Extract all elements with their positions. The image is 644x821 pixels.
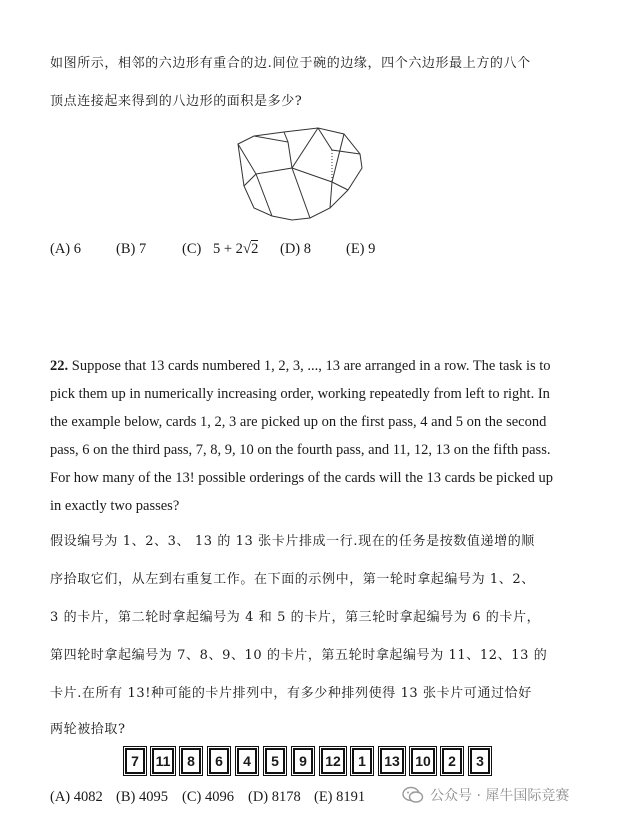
card: 2 (442, 748, 462, 774)
q22-en-line-4: pass, 6 on the third pass, 7, 8, 9, 10 on the fourth pass, and 11, 12, 13 on the fifth pass. (50, 442, 551, 458)
card: 10 (411, 748, 435, 774)
watermark-text: 公众号 · 犀牛国际竞赛 (430, 788, 570, 804)
q22-en-line-2: pick them up in numerically increasing order, working repeatedly from left to right. In (50, 386, 550, 402)
q22-option-e[interactable]: (E) 8191 (314, 789, 366, 805)
q22-cn-line-6: 两轮被拾取? (50, 722, 126, 737)
q22-en-line-6: in exactly two passes? (50, 498, 180, 514)
q22-cn-line-2: 序拾取它们，从左到右重复工作。在下面的示例中，第一轮时拿起编号为 1、2、 (50, 572, 535, 587)
q22-cn-line-5: 卡片.在所有 13!种可能的卡片排列中，有多少种排列使得 13 张卡片可通过恰好 (50, 686, 532, 701)
card: 11 (152, 748, 174, 774)
q22-cn-line-1: 假设编号为 1、2、3、 13 的 13 张卡片排成一行.现在的任务是按数值递增的顺 (50, 534, 535, 549)
q22-en-line-1-text: Suppose that 13 cards numbered 1, 2, 3, ..., 13 are arranged in a row. The task is to (68, 358, 551, 374)
sqrt-sign: √ (242, 241, 252, 257)
q22-option-b[interactable]: (B) 4095 (116, 789, 168, 805)
card: 4 (237, 748, 257, 774)
q22-en-line-1 (50, 358, 551, 375)
card: 1 (352, 748, 372, 774)
card: 9 (293, 748, 313, 774)
q21-option-b[interactable]: (B) 7 (116, 241, 147, 257)
q21-option-a[interactable]: (A) 6 (50, 241, 82, 257)
q22-option-d[interactable]: (D) 8178 (248, 789, 301, 805)
q21-option-c[interactable] (182, 241, 258, 258)
q21-option-d[interactable]: (D) 8 (280, 241, 312, 257)
q22-number: 22. (50, 358, 69, 374)
watermark (402, 784, 569, 806)
q21-cn-line-1: 如图所示，相邻的六边形有重合的边.间位于碗的边缘，四个六边形最上方的八个 (50, 56, 531, 71)
q21-cn-line-2: 顶点连接起来得到的八边形的面积是多少? (50, 94, 303, 109)
q21-option-c-expr: 5 + 2 (212, 241, 243, 257)
q22-cn-line-3: 3 的卡片，第二轮时拿起编号为 4 和 5 的卡片，第三轮时拿起编号为 6 的卡片， (50, 610, 541, 625)
wechat-icon (402, 786, 424, 804)
card: 13 (380, 748, 404, 774)
q22-en-line-3: the example below, cards 1, 2, 3 are picked up on the first pass, 4 and 5 on the second (50, 414, 547, 430)
q21-option-c-label: (C) (182, 241, 202, 257)
card: 8 (181, 748, 201, 774)
card: 12 (321, 748, 345, 774)
card: 5 (265, 748, 285, 774)
q22-option-c[interactable]: (C) 4096 (182, 789, 234, 805)
card: 6 (209, 748, 229, 774)
q21-option-c-radicand: 2 (251, 241, 259, 257)
q22-cn-line-4: 第四轮时拿起编号为 7、8、9、10 的卡片，第五轮时拿起编号为 11、12、13 的 (50, 648, 548, 663)
q21-option-e[interactable]: (E) 9 (346, 241, 376, 257)
q22-en-line-5: For how many of the 13! possible orderings of the cards will the 13 cards be picked up (50, 470, 553, 486)
card: 7 (125, 748, 145, 774)
card: 3 (470, 748, 490, 774)
bowl-hexagon-figure (232, 124, 368, 224)
q22-option-a[interactable]: (A) 4082 (50, 789, 103, 805)
